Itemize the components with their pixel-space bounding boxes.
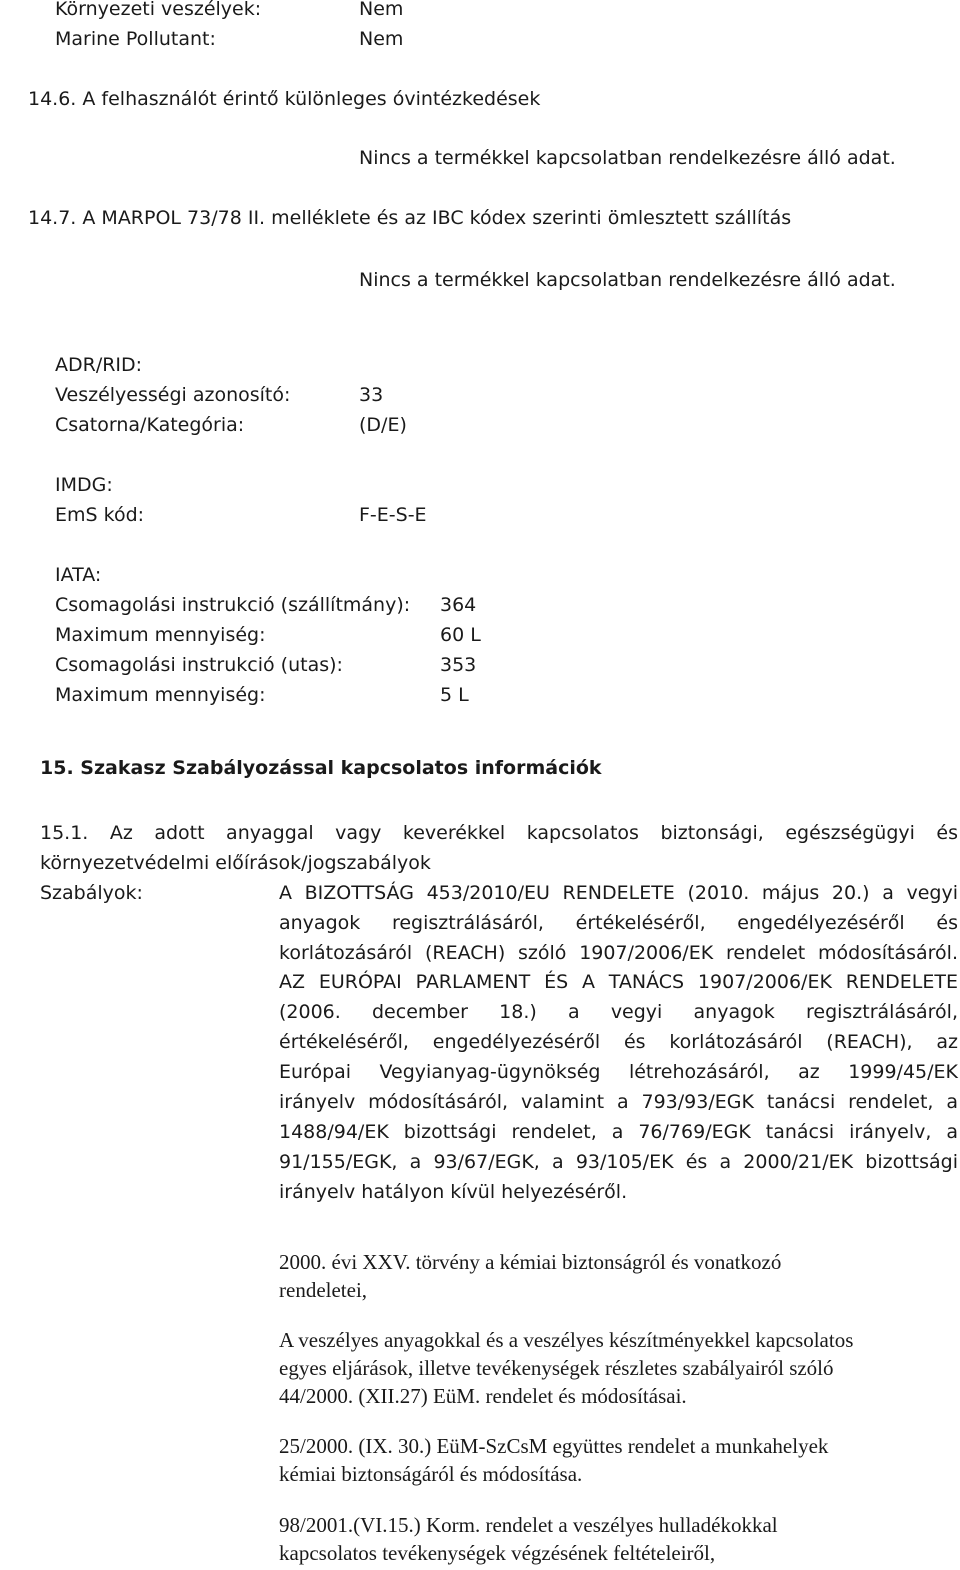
iata-title: IATA:	[55, 564, 102, 586]
rules-line: Európai Vegyianyag-ügynökség létrehozásáról, az 1999/45/EK	[279, 1061, 958, 1083]
env-hazard-row	[55, 0, 261, 24]
iata-max-cargo-value: 60 L	[440, 624, 481, 646]
env-hazard-label: Környezeti veszélyek:	[55, 0, 262, 20]
rules-line: A BIZOTTSÁG 453/2010/EU RENDELETE (2010. május 20.) a vegyi	[279, 882, 958, 904]
env-hazard-value: Nem	[359, 0, 404, 20]
imdg-ems-value: F-E-S-E	[359, 504, 427, 526]
law-line: 44/2000. (XII.27) EüM. rendelet és módosításai.	[279, 1384, 687, 1408]
law-line: 2000. évi XXV. törvény a kémiai biztonságról és vonatkozó	[279, 1250, 782, 1274]
rules-line: 1488/94/EK bizottsági rendelet, a 76/769/EGK tanácsi irányelv, a	[279, 1121, 958, 1143]
rules-line: irányelv módosításáról, valamint a 793/93/EGK tanácsi rendelet, a	[279, 1091, 958, 1113]
marine-pollutant-label: Marine Pollutant:	[55, 28, 216, 50]
adr-tunnel-label: Csatorna/Kategória:	[55, 414, 245, 436]
section-14-6-body: Nincs a termékkel kapcsolatban rendelkezésre álló adat.	[359, 147, 896, 169]
rules-line: korlátozásáról (REACH) szóló 1907/2006/EK rendelet módosításáról.	[279, 942, 958, 964]
rules-line: irányelv hatályon kívül helyezéséről.	[279, 1181, 628, 1203]
adr-hazard-id-value: 33	[359, 384, 384, 406]
law-line: kémiai biztonságáról és módosítása.	[279, 1462, 583, 1486]
iata-pack-pass-label: Csomagolási instrukció (utas):	[55, 654, 343, 676]
law-line: 98/2001.(VI.15.) Korm. rendelet a veszélyes hulladékokkal	[279, 1513, 778, 1537]
iata-max-pass-value: 5 L	[440, 684, 469, 706]
law-line: 25/2000. (IX. 30.) EüM-SzCsM együttes rendelet a munkahelyek	[279, 1434, 829, 1458]
section-14-7-heading: 14.7. A MARPOL 73/78 II. melléklete és az IBC kódex szerinti ömlesztett szállítás	[28, 207, 792, 229]
section-15-1-line2: környezetvédelmi előírások/jogszabályok	[40, 852, 431, 874]
iata-pack-cargo-label: Csomagolási instrukció (szállítmány):	[55, 594, 411, 616]
rules-line: anyagok regisztrálásáról, értékeléséről, engedélyezéséről és	[279, 912, 958, 934]
rules-line: (2006. december 18.) a vegyi anyagok regisztrálásáról,	[279, 1001, 958, 1023]
marine-pollutant-value: Nem	[359, 28, 404, 50]
rules-line: értékeléséről, engedélyezéséről és korlátozásáról (REACH), az	[279, 1031, 958, 1053]
law-line: egyes eljárások, illetve tevékenységek részletes szabályairól szóló	[279, 1356, 834, 1380]
section-15-heading: 15. Szakasz Szabályozással kapcsolatos információk	[40, 757, 602, 779]
rules-line: 91/155/EGK, a 93/67/EGK, a 93/105/EK és a 2000/21/EK bizottsági	[279, 1151, 958, 1173]
adr-hazard-id-label: Veszélyességi azonosító:	[55, 384, 291, 406]
section-14-7-body: Nincs a termékkel kapcsolatban rendelkezésre álló adat.	[359, 269, 896, 291]
adr-tunnel-value: (D/E)	[359, 414, 407, 436]
imdg-title: IMDG:	[55, 474, 113, 496]
rules-line: AZ EURÓPAI PARLAMENT ÉS A TANÁCS 1907/2006/EK RENDELETE	[279, 971, 958, 993]
iata-pack-pass-value: 353	[440, 654, 477, 676]
imdg-ems-label: EmS kód:	[55, 504, 145, 526]
law-line: A veszélyes anyagokkal és a veszélyes készítményekkel kapcsolatos	[279, 1328, 854, 1352]
law-line: rendeletei,	[279, 1278, 368, 1302]
iata-max-pass-label: Maximum mennyiség:	[55, 684, 266, 706]
section-15-1-line1: 15.1. Az adott anyaggal vagy keverékkel kapcsolatos biztonsági, egészségügyi és	[40, 822, 958, 844]
iata-pack-cargo-value: 364	[440, 594, 477, 616]
section-14-6-heading: 14.6. A felhasználót érintő különleges óvintézkedések	[28, 88, 541, 110]
rules-label: Szabályok:	[40, 882, 143, 904]
law-line: kapcsolatos tevékenységek végzésének feltételeiről,	[279, 1541, 716, 1565]
adr-title: ADR/RID:	[55, 354, 143, 376]
iata-max-cargo-label: Maximum mennyiség:	[55, 624, 266, 646]
